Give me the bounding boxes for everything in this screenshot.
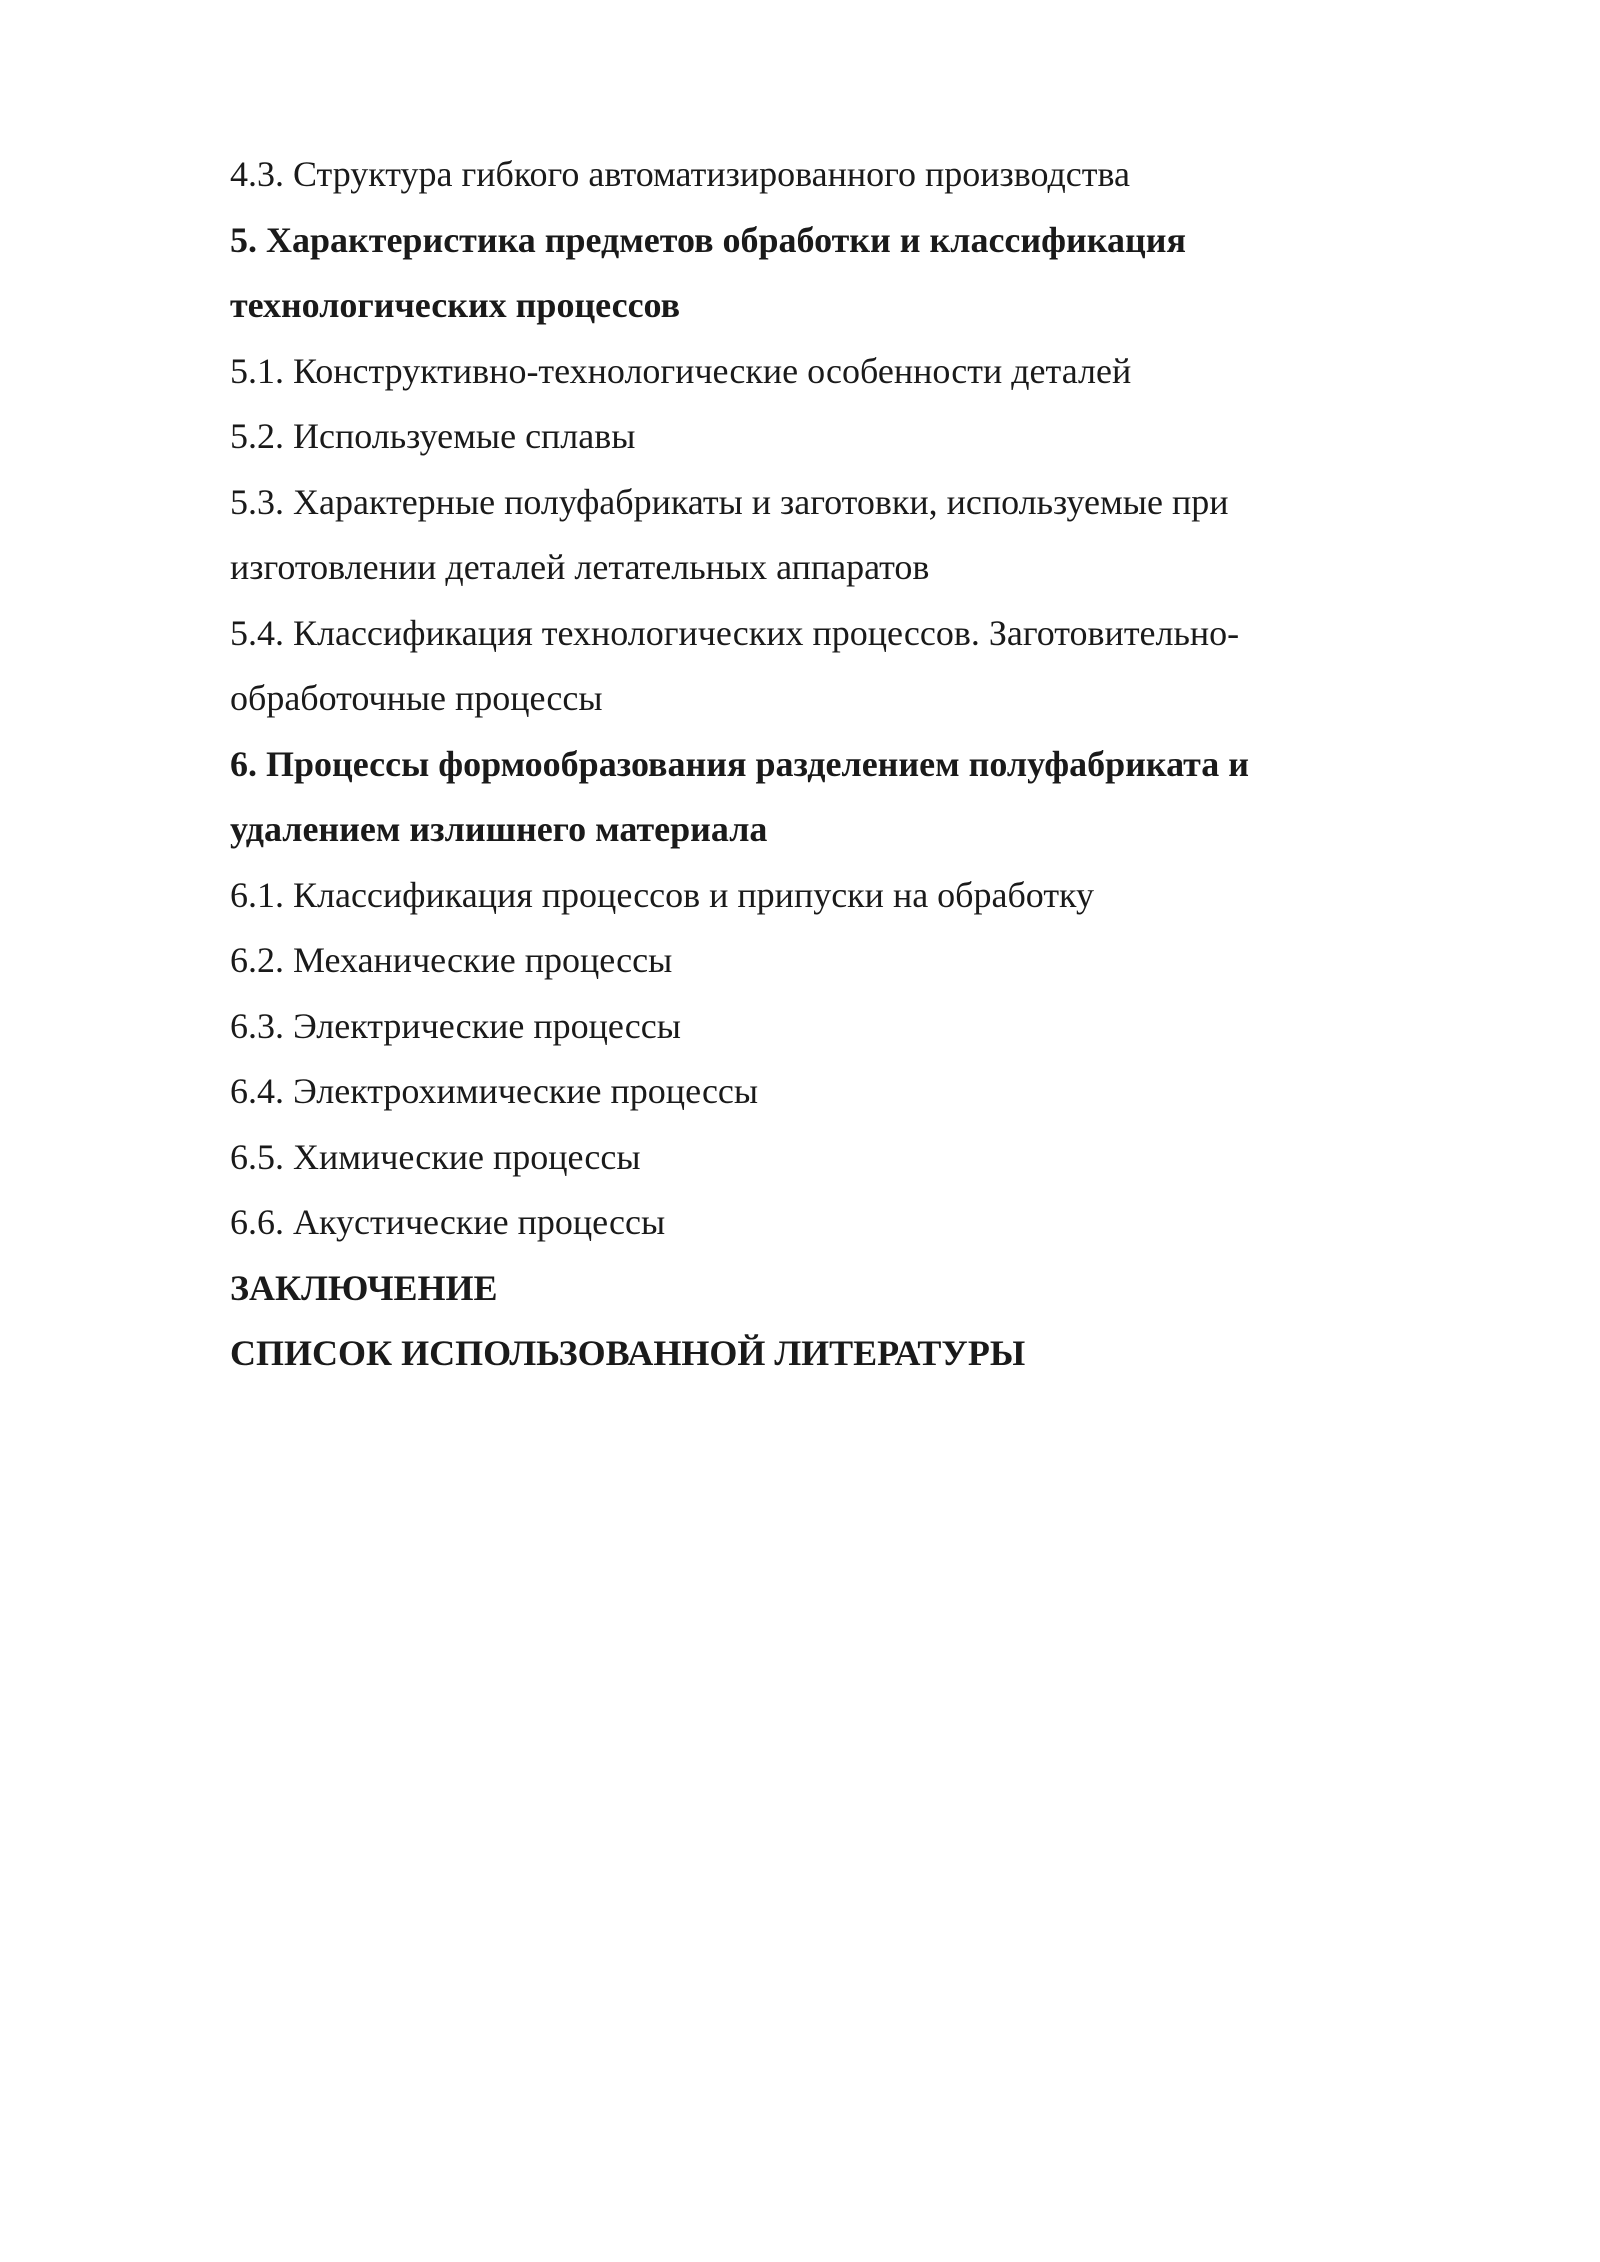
toc-line: 6.1. Классификация процессов и припуски на обработку — [230, 874, 1095, 915]
toc-line: 6.6. Акустические процессы — [230, 1202, 666, 1242]
toc-line: 5.3. Характерные полуфабрикаты и заготовки, используемые при — [230, 481, 1229, 522]
toc-line: 5.1. Конструктивно-технологические особенности деталей — [230, 350, 1132, 391]
toc-line: изготовлении деталей летательных аппаратов — [230, 547, 930, 587]
toc-chapter-heading: 6. Процессы формообразования разделением полуфабриката и — [230, 743, 1250, 784]
toc-line: 6.4. Электрохимические процессы — [230, 1071, 759, 1111]
toc-line: 6.5. Химические процессы — [230, 1136, 641, 1177]
toc-chapter-heading: удалением излишнего материала — [230, 809, 768, 849]
toc-line: 6.3. Электрические процессы — [230, 1005, 681, 1046]
toc-line: 4.3. Структура гибкого автоматизированного производства — [230, 154, 1130, 194]
toc-line: 6.2. Механические процессы — [230, 940, 673, 980]
toc-line: 5.4. Классификация технологических процессов. Заготовительно- — [230, 612, 1240, 653]
table-of-contents — [230, 142, 1390, 1387]
toc-line: 5.2. Используемые сплавы — [230, 416, 636, 456]
toc-chapter-heading: 5. Характеристика предметов обработки и классификация — [230, 219, 1186, 260]
toc-bibliography-heading: СПИСОК ИСПОЛЬЗОВАННОЙ ЛИТЕРАТУРЫ — [230, 1333, 1026, 1373]
toc-chapter-heading: технологических процессов — [230, 285, 681, 325]
toc-conclusion-heading: ЗАКЛЮЧЕНИЕ — [230, 1267, 498, 1308]
toc-line: обработочные процессы — [230, 678, 603, 718]
